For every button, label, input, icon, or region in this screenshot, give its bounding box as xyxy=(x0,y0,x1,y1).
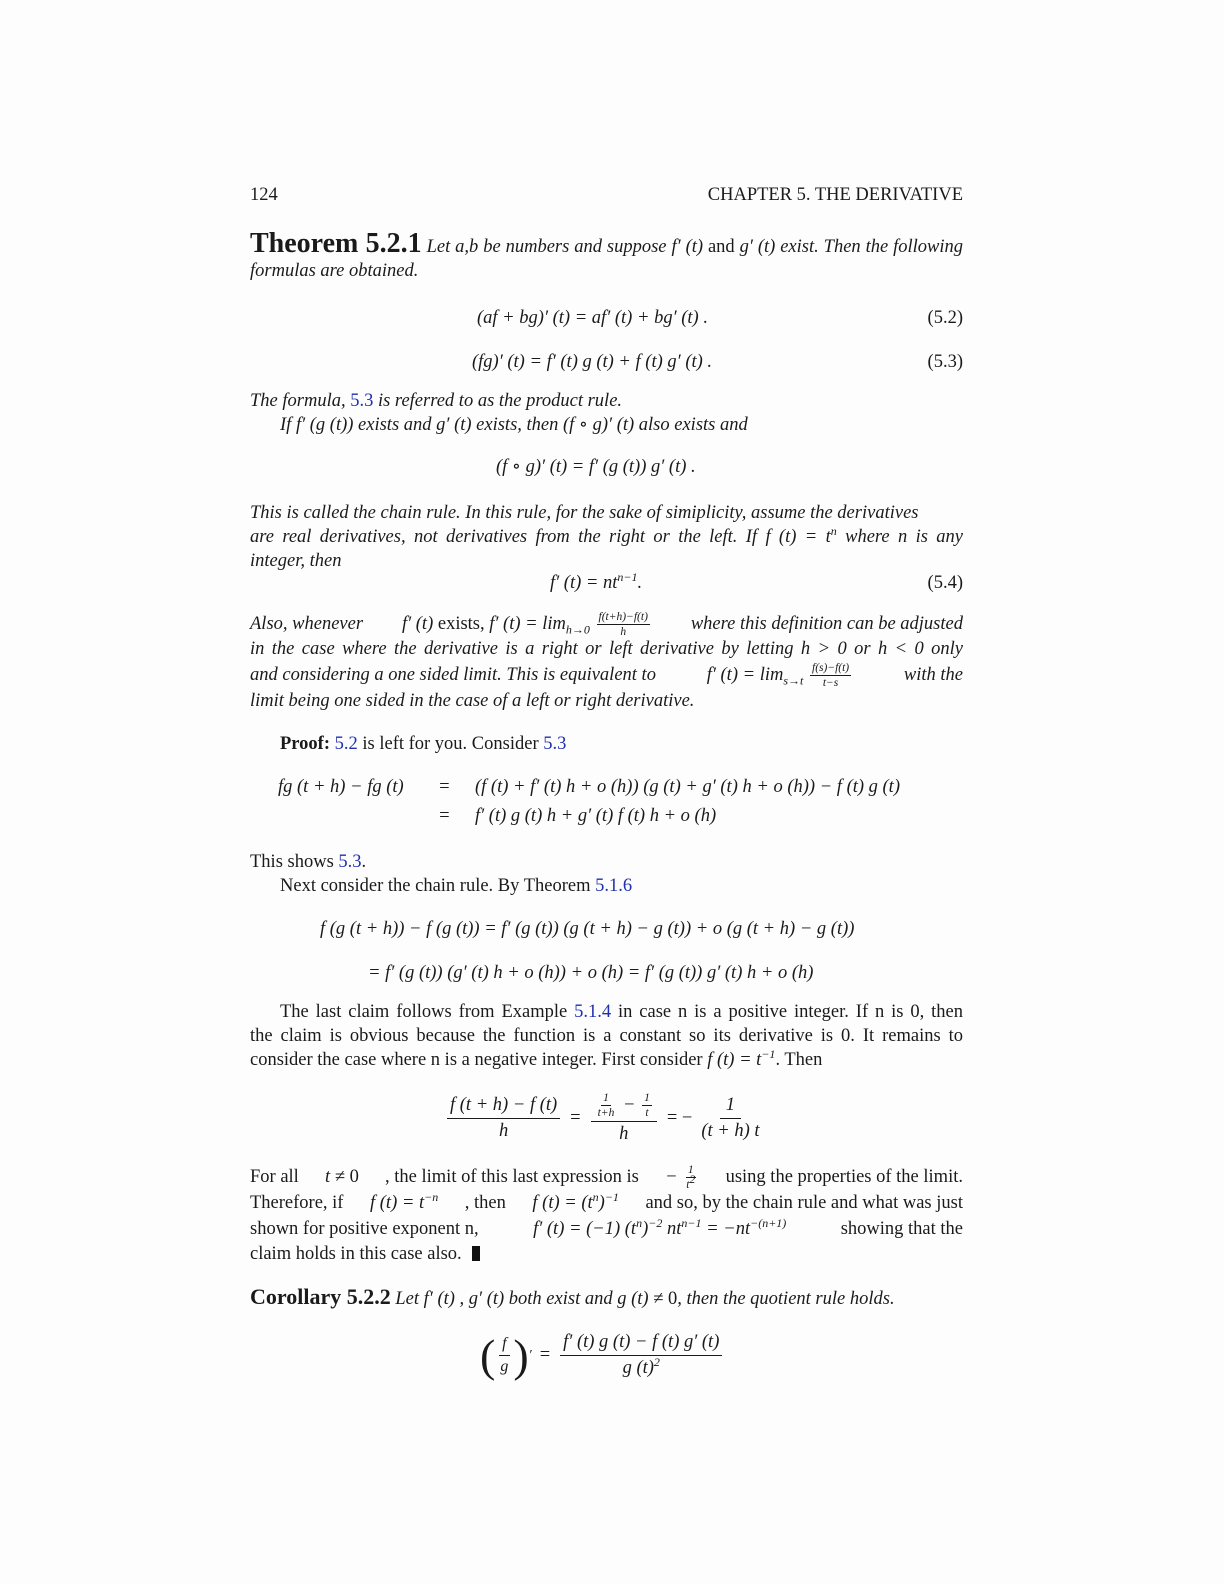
theorem-lead-b: exist. Then the following formulas are obtained. xyxy=(250,237,964,281)
text: . Then xyxy=(775,1050,823,1070)
text: , then xyxy=(464,1193,506,1213)
corollary-statement: Corollary 5.2.2 Let f′ (t) , g′ (t) both exist and g (t) ≠ 0, then the quotient rule holds. xyxy=(250,1284,895,1309)
last-claim-para: The last claim follows from Example 5.1.4 in case n is a positive integer. If n is 0, then the claim is obvious because the function is a constant so its derivative is 0. It remains to consider the case where n is a negative integer. First consider f $(t) = t^{-1}$. Then xyxy=(250,1002,963,1070)
text: This shows xyxy=(250,852,339,872)
product-rule-note xyxy=(250,389,622,413)
text: and considering a one sided limit. This is equivalent to xyxy=(250,665,656,685)
chain-rule-hypothesis: If f′ (g (t)) exists and g′ (t) exists, then (f ∘ g)′ (t) also exists and xyxy=(280,415,748,435)
ref-link[interactable]: 5.2 xyxy=(334,734,358,754)
align-eq-1: = xyxy=(438,777,451,797)
text: Next consider the chain rule. By Theorem xyxy=(280,876,596,896)
text: For all xyxy=(250,1167,299,1187)
qed-square-icon xyxy=(472,1246,480,1261)
text: showing that the xyxy=(840,1219,963,1239)
text: integer, then xyxy=(250,551,342,571)
corollary-label: Corollary 5.2.2 xyxy=(250,1284,391,1309)
text: exists, then xyxy=(471,415,563,435)
text: in case n is a positive integer. If n is 0, then xyxy=(611,1002,963,1022)
ref-link[interactable]: 5.1.6 xyxy=(595,876,633,896)
ref-link[interactable]: 5.1.4 xyxy=(574,1002,612,1022)
text: and so, by the chain rule and what was just xyxy=(645,1193,963,1213)
text: with the xyxy=(903,665,963,685)
text: . xyxy=(361,852,367,872)
theorem-statement xyxy=(250,228,964,283)
text: is left for you. Consider xyxy=(357,734,544,754)
proof-intro xyxy=(280,732,566,756)
text: both exist and xyxy=(508,1289,613,1309)
page: 124 CHAPTER 5. THE DERIVATIVE Theorem 5.2.1 Let a,b be numbers and suppose f′ (t) and g′ (t) exist. Then the following formulas are obtained. (af + bg)′ (t) = af′ (t) + bg′ (t) . (5.2) (fg)′ (t) = f′ (t) g (t) + f (t) g′ (t) . (5.3) The formula, 5.3 is referred to as the product rule. If f′ (g (t)) exists and g′ (t) exists, then (f ∘ g)′ (t) also exists and (f ∘ g)′ (t) = f′ (g (t)) g′ (t) . This is called the chain rule. In this rule, for the sake of simiplicity, assume the derivatives are real derivatives, not derivatives from the right or the left. If f $(t) = t^n$ where n is any integer, then f′ $(t) = nt^{n-1}$. (5.4) Also, whenever f′ (t) exists, f′ $(t) = \lim_{h\to 0}$ $\frac{f(t+h)-f(t)}{h}$ where this definition can be adjusted in the case where the derivative is a right or left derivative by letting h > 0 or h < 0 only and considering a one sided limit. This is equivalent to f′ $(t) = \lim_{s\to t}$ $\frac{f(s)-f(t)}{t-s}$ with the limit being one sided in the case of a left or right derivative. Proof: 5.2 is left for you. Consider 5.3 fg (t + h) − fg (t) = (f (t) + f′ (t) h + o (h)) (g (t) + g′ (t) h + o (h)) − f (t) g (t) = f′ (t) g (t) h + g′ (t) f (t) h + o (h) This shows 5.3. Next consider the chain rule. By Theorem 5.1.6 f (g (t + h)) − f (g (t)) = f′ (g (t)) (g (t + h) − g (t)) + o (g (t + h) − g (t)) = f′ (g (t)) (g′ (t) h + o (h)) + o (h) = f′ (g (t)) g′ (t) h + o (h) The last claim follows from Example 5.1.4 in case n is a positive integer. If n is 0, then the claim is obvious because the function is a constant so its derivative is 0. It remains to consider the case where n is a negative integer. First consider f $(t) = t^{-1}$. Then $\frac{f (t + h) - f (t)}{h}$ = $\frac{1}{t+h}$ − $\frac{1}{t}$ h = − $\frac{1}{(t + h) t}$ For all t ≠ 0 , the limit of this last expression is − $\frac{1}{t^2}$ using the properties of the limit. Therefore, if f $(t) = t^{-n}$ , then f $(t) = (t^n)^{-1}$ and so, by the chain rule and what was just shown for positive exponent n, f′ (t) = (−1) $(t^n)^{-2}$ $nt^{n-1} = -nt^{-(n+1)}$ showing that the claim holds in this case also. Corollary 5.2.2 Let f′ (t) , g′ (t) both exist and g (t) ≠ 0, then the quotient rule holds. ( $\frac{f}{g}$ ) ′ = $\frac{f' (t) g (t) - f (t) g' (t)}{g (t)^2}$ xyxy=(250,185,964,1381)
ref-link[interactable]: 5.3 xyxy=(543,734,567,754)
text: Also, whenever xyxy=(250,614,364,634)
text: shown for positive exponent n, xyxy=(250,1219,479,1239)
text: the claim is obvious because the function is a constant so its derivative is 0. It remains to xyxy=(250,1026,963,1046)
chain-computation-1: f (g (t + h)) − f (g (t)) = f′ (g (t)) (g (t + h) − g (t)) + o (g (t + h) − g (t)) xyxy=(320,919,855,939)
text: , the limit of this last expression is xyxy=(385,1167,639,1187)
text: The last claim follows from Example xyxy=(280,1002,575,1022)
quotient-rule-display: ( $\frac{f}{g}$ ) ′ = $\frac{f' (t) g (t) - f (t) g' (t)}{g (t)^2}$ xyxy=(480,1332,724,1379)
align-rhs-1: (f (t) + f′ (t) h + o (h)) (g (t) + g′ (t) h + o (h)) − f (t) g (t) xyxy=(475,777,900,797)
running-header: CHAPTER 5. THE DERIVATIVE xyxy=(707,185,963,205)
chain-computation-2: = f′ (g (t)) (g′ (t) h + o (h)) + o (h) = f′ (g (t)) g′ (t) h + o (h) xyxy=(368,963,814,983)
text: claim holds in this case also. xyxy=(250,1244,462,1264)
chain-rule-para: This is called the chain rule. In this rule, for the sake of simiplicity, assume the derivatives are real derivatives, not derivatives from the right or the left. If f $(t) = t^n$ where n is any integer, then xyxy=(250,503,964,571)
difference-quotient-display: $\frac{f (t + h) - f (t)}{h}$ = $\frac{1}{t+h}$ − $\frac{1}{t}$ h = − $\frac{1}{(t + h) t}$ xyxy=(445,1092,765,1145)
proof-label: Proof: xyxy=(280,734,330,754)
theorem-label: Theorem 5.2.1 xyxy=(250,228,422,259)
negative-exponent-para: For all t ≠ 0 , the limit of this last expression is − $\frac{1}{t^2}$ using the properties of the limit. Therefore, if f $(t) = t^{-n}$ , then f $(t) = (t^n)^{-1}$ and so, by the chain rule and what was just shown for positive exponent n, f′ (t) = (−1) $(t^n)^{-2}$ $nt^{n-1} = -nt^{-(n+1)}$ showing that the claim holds in this case also. xyxy=(250,1163,963,1264)
text: in the case where the derivative is a right or left derivative by letting h > 0 or h < 0 only xyxy=(250,639,963,659)
align-rhs-2: f′ (t) g (t) h + g′ (t) f (t) h + o (h) xyxy=(475,806,717,826)
theorem-lead-a: Let a,b be numbers and suppose xyxy=(426,237,672,257)
ref-link[interactable]: 5.3 xyxy=(350,391,374,411)
align-eq-2: = xyxy=(438,806,451,826)
text: Therefore, if xyxy=(250,1193,344,1213)
text: are real derivatives, not derivatives from the right or the left. If xyxy=(250,527,758,547)
text: This is called the chain rule. In this rule, for the sake of simiplicity, assume the derivatives xyxy=(250,503,919,523)
equation-number: (5.2) xyxy=(927,308,963,328)
text: where n is any xyxy=(845,527,964,547)
text: exists and xyxy=(353,415,437,435)
text: , then the quotient rule holds. xyxy=(677,1289,895,1309)
align-line-1: fg (t + h) − fg (t) xyxy=(278,777,404,797)
equation-number: (5.3) xyxy=(927,352,963,372)
this-shows xyxy=(250,850,366,874)
ref-link[interactable]: 5.3 xyxy=(338,852,362,872)
text: where this definition can be adjusted xyxy=(690,614,963,634)
text: Let xyxy=(395,1289,420,1309)
text: also exists and xyxy=(634,415,748,435)
equation-chain-rule: (f ∘ g)′ (t) = f′ (g (t)) g′ (t) . xyxy=(496,457,696,477)
definition-para: Also, whenever f′ (t) exists, f′ $(t) = \lim_{h\to 0}$ $\frac{f(t+h)-f(t)}{h}$ where this definition can be adjusted in the case where the derivative is a right or left derivative by letting h > 0 or h < 0 only and considering a one sided limit. This is equivalent to f′ $(t) = \lim_{s\to t}$ $\frac{f(s)-f(t)}{t-s}$ with the limit being one sided in the case of a left or right derivative. xyxy=(250,610,963,711)
text: The formula, xyxy=(250,391,351,411)
text: consider the case where n is a negative integer. First consider xyxy=(250,1050,703,1070)
text: is referred to as the product rule. xyxy=(373,391,623,411)
text: If xyxy=(280,415,296,435)
text: using the properties of the limit. xyxy=(725,1167,963,1187)
text: limit being one sided in the case of a left or right derivative. xyxy=(250,691,695,711)
equation-number: (5.4) xyxy=(927,573,963,593)
page-number: 124 xyxy=(250,185,278,205)
next-consider xyxy=(280,874,632,898)
math-fprime: f′ (t) and g′ (t) xyxy=(671,237,776,257)
